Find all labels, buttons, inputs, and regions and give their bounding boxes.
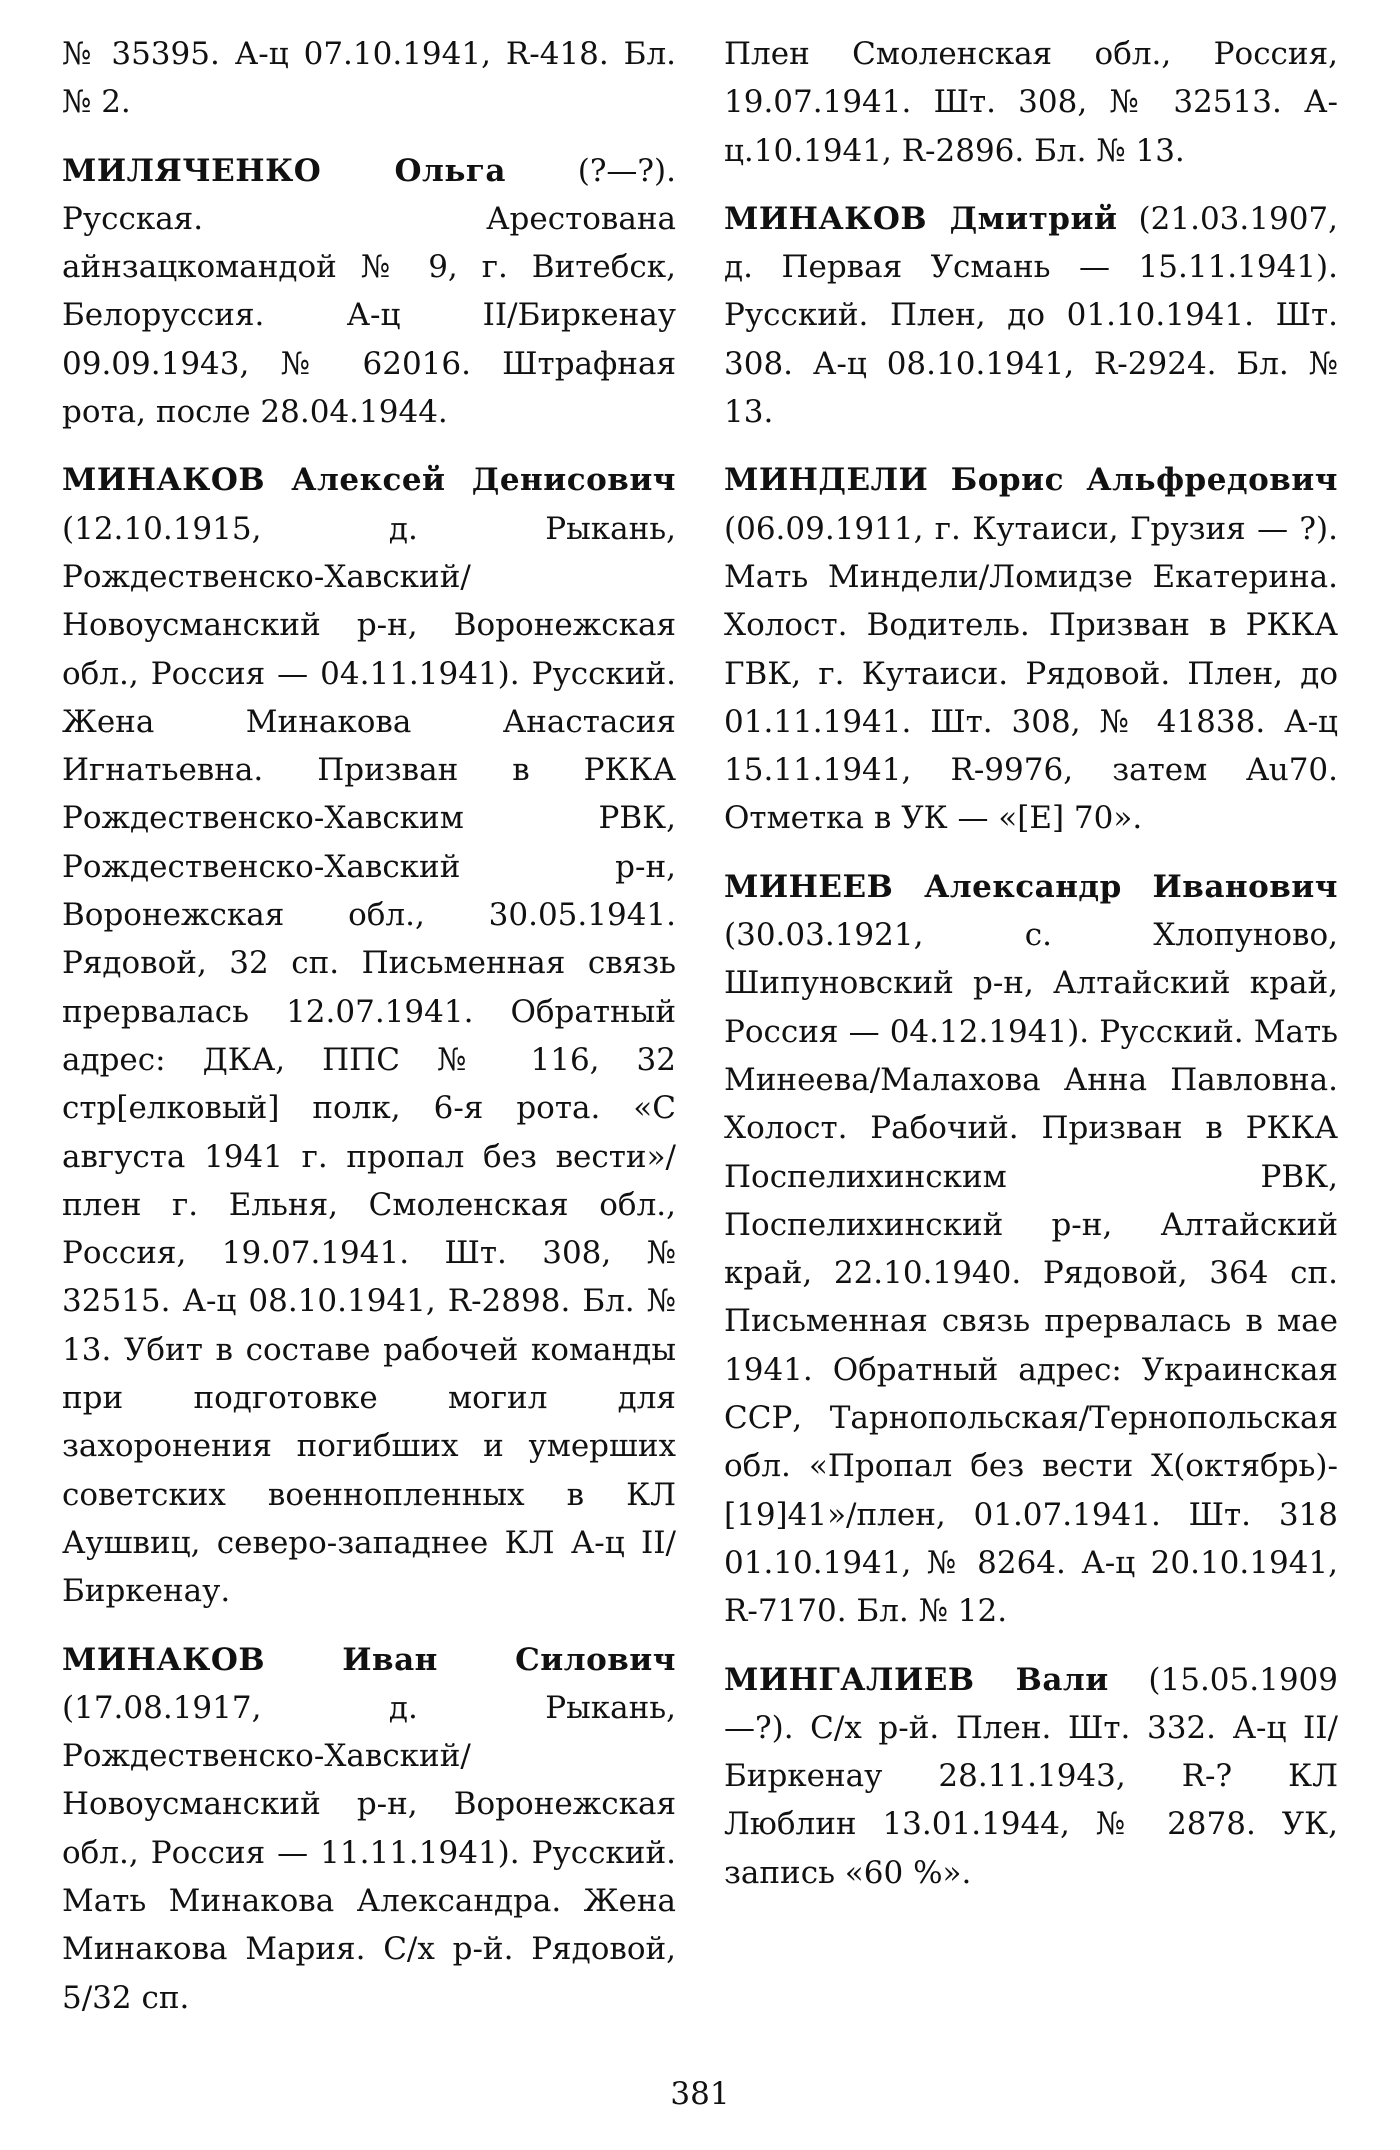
entry-text: (12.10.1915, д. Рыкань, Рождественско-Хавский/ Новоусманский р-н, Воронежская обл., Россия — 04.11.1941). Русский. Жена Минакова Анастасия Игнатьевна. Призван в РККА Рождественско-Хавским РВК, Рождественско-Хавский р-н, Воронежская обл., 30.05.1941. Рядовой, 32 сп. Письменная связь прервалась 12.07.1941. Обратный адрес: ДКА, ППС № 116, 32 стр[елковый] полк, 6-я рота. «С августа 1941 г. пропал без вести»/плен г. Ельня, Смоленская обл., Россия, 19.07.1941. Шт. 308, № 32515. А-ц 08.10.1941, R-2898. Бл. № 13. Убит в составе рабочей команды при подготовке могил для захоронения погибших и умерших советских военнопленных в КЛ Аушвиц, северо-западнее КЛ А-ц II/Биркенау. [62, 510, 676, 1610]
entry-name: МИНАКОВ Дмитрий [724, 200, 1118, 237]
entry-continuation [62, 30, 676, 127]
entry-name: МИНАКОВ Иван Силович [62, 1641, 676, 1678]
left-column [62, 30, 676, 2042]
entry-text: (06.09.1911, г. Кутаиси, Грузия — ?). Мать Миндели/Ломидзе Екатерина. Холост. Водитель. Призван в РККА ГВК, г. Кутаиси. Рядовой. Плен, до 01.11.1941. Шт. 308, № 41838. А-ц 15.11.1941, R-9976, затем Au70. Отметка в УК — «[E] 70». [724, 510, 1338, 837]
entry-text: (17.08.1917, д. Рыкань, Рождественско-Хавский/Новоусманский р-н, Воронежская обл., Россия — 11.11.1941). Русский. Мать Минакова Александра. Жена Минакова Мария. С/х р-й. Рядовой, 5/32 сп. [62, 1689, 676, 2016]
entry-name: МИНГАЛИЕВ Вали [724, 1661, 1109, 1698]
entry-name: МИНДЕЛИ Борис Альфредович [724, 462, 1338, 499]
entry-minakov-dmitriy [724, 195, 1338, 436]
entry-name: МИНЕЕВ Александр Иванович [724, 868, 1338, 905]
entry-text: № 35395. А-ц 07.10.1941, R-418. Бл. № 2. [62, 36, 676, 121]
entry-minakov-aleksey [62, 456, 676, 1615]
entry-milyachenko-olga [62, 147, 676, 437]
entry-mingaliev-vali [724, 1656, 1338, 1897]
entry-mineev-aleksandr [724, 863, 1338, 1636]
entry-text: (?—?). Русская. Арестована айнзацкомандой № 9, г. Витебск, Белоруссия. А-ц II/Биркенау 09.09.1943, № 62016. Штрафная рота, после 28.04.1944. [62, 152, 677, 431]
right-column [724, 30, 1338, 1917]
entry-mindeli-boris [724, 456, 1338, 842]
entry-text: (21.03.1907, д. Первая Усмань — 15.11.1941). Русский. Плен, до 01.10.1941. Шт. 308. А-ц 08.10.1941, R-2924. Бл. № 13. [724, 200, 1338, 431]
entry-continuation [724, 30, 1338, 175]
entry-name: МИНАКОВ Алексей Денисович [62, 462, 676, 499]
entry-text: Плен Смоленская обл., Россия, 19.07.1941. Шт. 308, № 32513. А-ц.10.1941, R-2896. Бл. № 13. [724, 36, 1338, 169]
entry-text: (15.05.1909—?). С/х р-й. Плен. Шт. 332. А-ц II/Биркенау 28.11.1943, R-? КЛ Люблин 13.01.1944, № 2878. УК, запись «60 %». [724, 1661, 1338, 1891]
entry-text: (30.03.1921, с. Хлопуново, Шипуновский р-н, Алтайский край, Россия — 04.12.1941). Русский. Мать Минеева/Малахова Анна Павловна. Холост. Рабочий. Призван в РККА Поспелихинским РВК, Поспелихинский р-н, Алтайский край, 22.10.1940. Рядовой, 364 сп. Письменная связь прервалась в мае 1941. Обратный адрес: Украинская ССР, Тарнопольская/Тернопольская обл. «Пропал без вести X(октябрь)-[19]41»/плен, 01.07.1941. Шт. 318 01.10.1941, № 8264. А-ц 20.10.1941, R-7170. Бл. № 12. [724, 917, 1338, 1630]
page-number: 381 [670, 2076, 730, 2112]
entry-minakov-ivan [62, 1636, 676, 2022]
entry-name: МИЛЯЧЕНКО Ольга [62, 152, 506, 189]
